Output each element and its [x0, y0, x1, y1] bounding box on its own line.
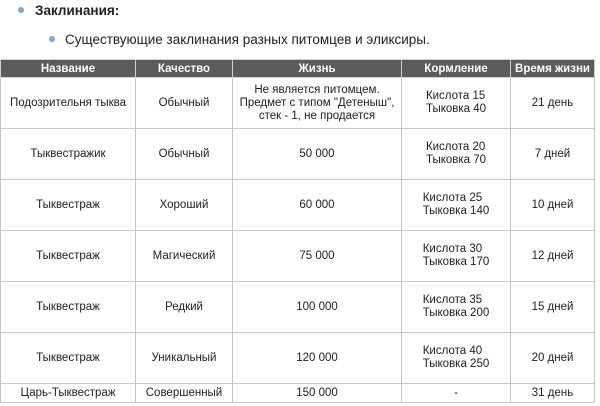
cell-feeding-line: Тыковка 200: [422, 307, 490, 319]
cell-life: [233, 333, 402, 384]
cell-feeding: [402, 231, 511, 282]
cell-life: [233, 180, 402, 231]
cell-quality: Уникальный: [136, 333, 233, 384]
cell-life-line: Предмет с типом "Детеныш",: [239, 96, 395, 109]
section-heading: Заклинания:: [35, 2, 120, 18]
bullet-icon: [18, 7, 24, 13]
col-header-life: Жизнь: [233, 60, 402, 78]
cell-life-line: 150 000: [296, 386, 338, 399]
cell-feeding: [402, 333, 511, 384]
cell-life: [233, 231, 402, 282]
cell-life-line: 75 000: [299, 249, 335, 262]
cell-feeding-line: Тыковка 40: [425, 103, 487, 115]
cell-life-line: стек - 1, не продается: [258, 109, 376, 122]
table-body: [1, 78, 595, 403]
cell-lifetime: 31 день: [511, 384, 595, 403]
cell-lifetime: 10 дней: [511, 180, 595, 231]
cell-lifetime: 15 дней: [511, 282, 595, 333]
cell-feeding-line: Кислота 15: [425, 90, 486, 102]
cell-feeding-line: Кислота 30: [422, 243, 483, 255]
cell-quality: Редкий: [136, 282, 233, 333]
cell-life: [233, 282, 402, 333]
cell-lifetime: 20 дней: [511, 333, 595, 384]
cell-lifetime: 7 дней: [511, 129, 595, 180]
table-row: [1, 78, 595, 129]
cell-name: Тыквестраж: [1, 333, 136, 384]
cell-life-line: 50 000: [299, 147, 335, 160]
cell-feeding: [402, 180, 511, 231]
cell-name: Тыквестраж: [1, 282, 136, 333]
cell-feeding: [402, 78, 511, 129]
cell-quality: Хороший: [136, 180, 233, 231]
table-row: [1, 333, 595, 384]
cell-life: [233, 129, 402, 180]
header-row: [1, 60, 595, 78]
cell-feeding-line: Тыковка 170: [422, 256, 490, 268]
cell-feeding-line: Кислота 40: [422, 345, 483, 357]
cell-name: Тыквестраж: [1, 180, 136, 231]
col-header-quality: Качество: [136, 60, 233, 78]
cell-life: [233, 78, 402, 129]
cell-feeding-line: -: [454, 386, 458, 399]
cell-feeding-line: Тыковка 250: [422, 358, 490, 370]
table-row: [1, 384, 595, 403]
section-heading-item: [18, 1, 119, 19]
cell-feeding-line: Тыковка 140: [422, 205, 490, 217]
col-header-feeding: Кормление: [402, 60, 511, 78]
table-row: [1, 129, 595, 180]
cell-name: Подозрительня тыква: [1, 78, 136, 129]
cell-feeding-line: Кислота 20: [425, 141, 486, 153]
cell-lifetime: 12 дней: [511, 231, 595, 282]
col-header-name: Название: [1, 60, 136, 78]
cell-life-line: 60 000: [299, 198, 335, 211]
col-header-lifetime: Время жизни: [511, 60, 595, 78]
table-row: [1, 231, 595, 282]
table-header: [1, 60, 595, 78]
table-row: [1, 180, 595, 231]
cell-quality: Совершенный: [136, 384, 233, 403]
cell-feeding: [402, 384, 511, 403]
cell-name: Царь-Тыквестраж: [1, 384, 136, 403]
section-subtext-item: [49, 30, 430, 48]
cell-lifetime: 21 день: [511, 78, 595, 129]
cell-life-line: 100 000: [296, 300, 338, 313]
cell-feeding: [402, 282, 511, 333]
cell-feeding-line: Кислота 25: [422, 192, 483, 204]
cell-feeding-line: Тыковка 70: [425, 154, 487, 166]
table-row: [1, 282, 595, 333]
cell-quality: Обычный: [136, 129, 233, 180]
bullet-icon: [49, 36, 55, 42]
spells-table: [0, 59, 595, 403]
cell-life-line: 120 000: [296, 351, 338, 364]
cell-name: Тыквестражик: [1, 129, 136, 180]
cell-feeding: [402, 129, 511, 180]
cell-quality: Магический: [136, 231, 233, 282]
cell-life: [233, 384, 402, 403]
cell-quality: Обычный: [136, 78, 233, 129]
cell-feeding-line: Кислота 35: [422, 294, 483, 306]
section-subtext: Существующие заклинания разных питомцев и эликсиры.: [65, 31, 430, 47]
cell-life-line: Не является питомцем.: [254, 83, 380, 96]
cell-name: Тыквестраж: [1, 231, 136, 282]
